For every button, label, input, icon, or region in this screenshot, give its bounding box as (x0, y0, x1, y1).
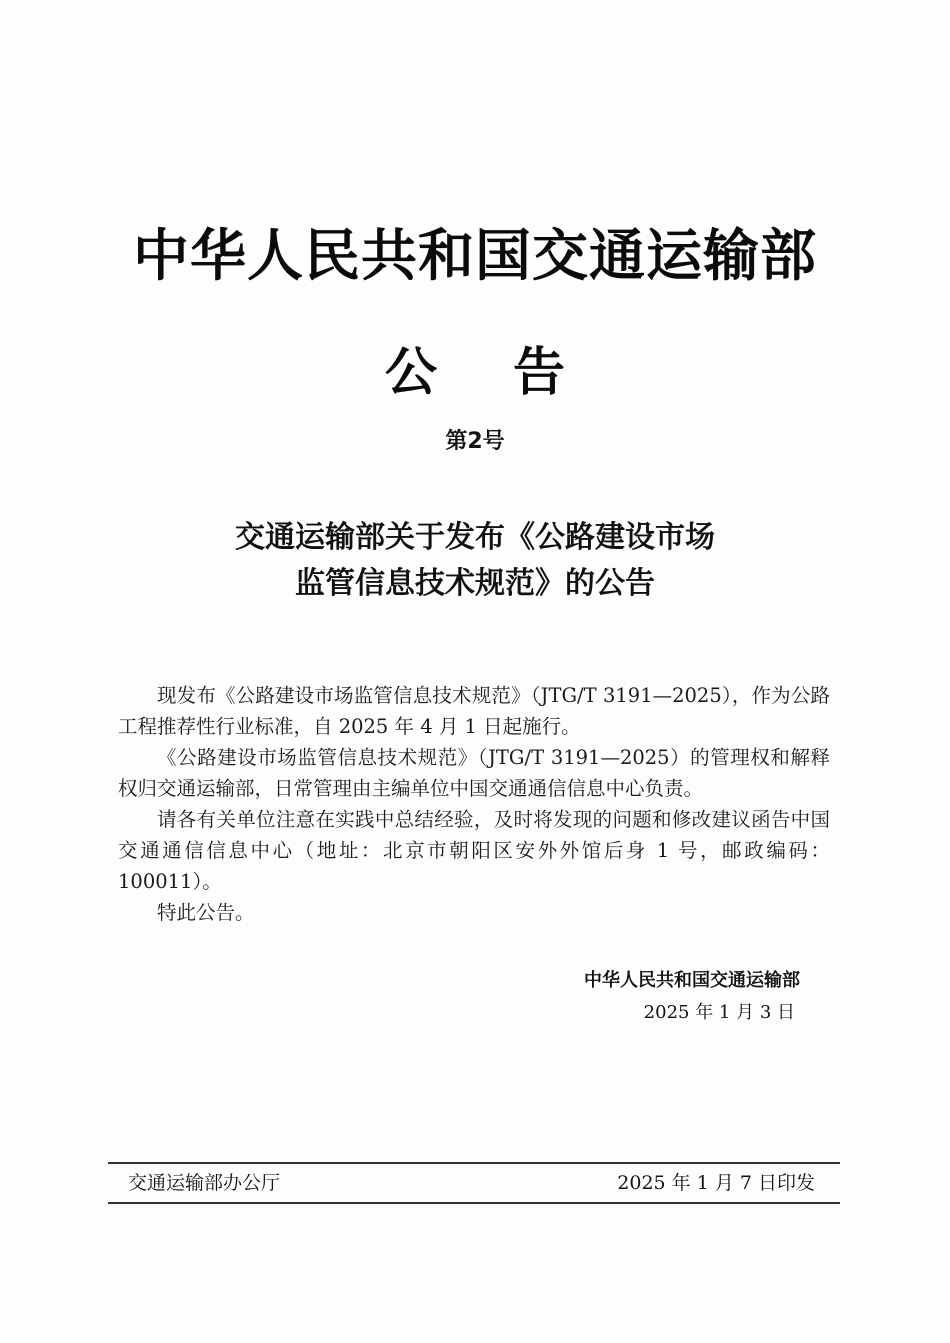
title-line-1: 交通运输部关于发布《公路建设市场 (235, 520, 715, 555)
document-title (0, 515, 950, 607)
title-line-2: 监管信息技术规范》的公告 (295, 566, 655, 601)
document-number: 第2号 (445, 429, 505, 454)
signature-organization: 中华人民共和国交通运输部 (584, 970, 800, 991)
body-paragraph: 请各有关单位注意在实践中总结经验，及时将发现的问题和修改建议函告中国交通通信信息中心（地址：北京市朝阳区安外外馆后身 1 号，邮政编码：100011）。 (118, 808, 830, 893)
issuing-organization-header: 中华人民共和国交通运输部 (133, 224, 817, 289)
body-paragraph: 《公路建设市场监管信息技术规范》（JTG/T 3191—2025）的管理权和解释权归交通运输部，日常管理由主编单位中国交通通信信息中心负责。 (118, 746, 830, 800)
footer-top-rule (108, 1162, 840, 1164)
body-paragraph: 特此公告。 (157, 901, 255, 924)
signature-date: 2025 年 1 月 3 日 (643, 1002, 795, 1023)
document-body (118, 680, 830, 928)
footer-issue-date: 2025 年 1 月 7 日印发 (617, 1172, 815, 1194)
document-type-char-2: 告 (513, 343, 566, 403)
document-type-heading (0, 330, 950, 405)
document-type-char-1: 公 (384, 343, 437, 403)
body-paragraph: 现发布《公路建设市场监管信息技术规范》（JTG/T 3191—2025），作为公路工程推荐性行业标准，自 2025 年 4 月 1 日起施行。 (118, 684, 830, 738)
footer-bottom-rule (108, 1202, 840, 1204)
footer-issuer: 交通运输部办公厅 (128, 1172, 281, 1194)
